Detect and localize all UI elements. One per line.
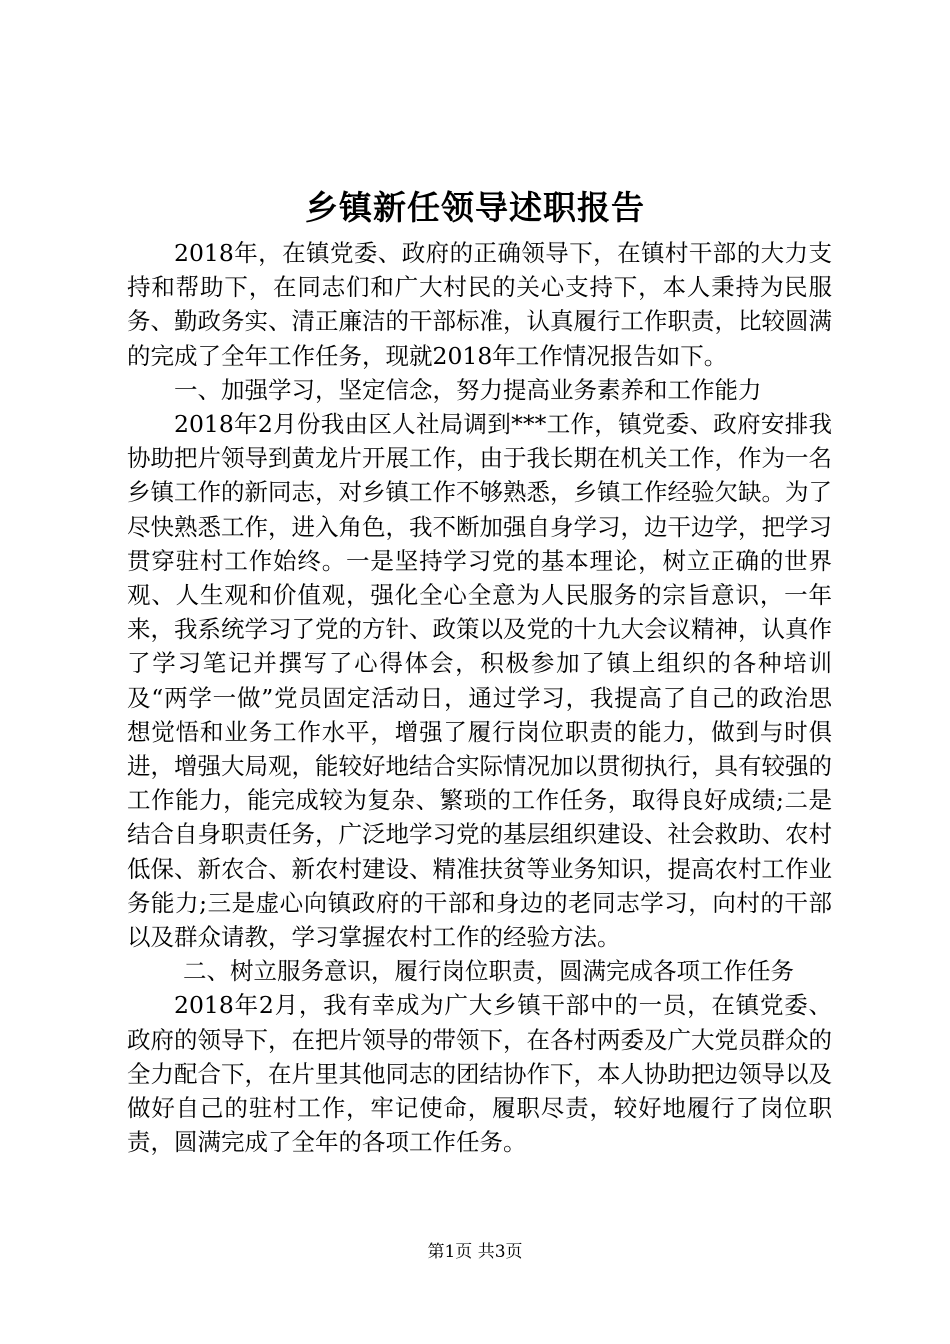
page-footer: 第1页 共3页 bbox=[427, 1242, 523, 1262]
paragraph-intro: 2018年，在镇党委、政府的正确领导下，在镇村干部的大力支持和帮助下，在同志们和广大村民的关心支持下，本人秉持为民服务、勤政务实、清正廉洁的干部标准，认真履行工作职责，比较圆满的完成了全年工作任务，现就2018年工作情况报告如下。 bbox=[127, 239, 832, 370]
section-heading-2: 二、树立服务意识，履行岗位职责，圆满完成各项工作任务 bbox=[183, 957, 794, 986]
section-heading-1: 一、加强学习，坚定信念，努力提高业务素养和工作能力 bbox=[174, 375, 762, 404]
document-body bbox=[127, 236, 832, 1159]
document-title: 乡镇新任领导述职报告 bbox=[305, 188, 645, 227]
paragraph-section-2: 2018年2月，我有幸成为广大乡镇干部中的一员，在镇党委、政府的领导下，在把片领导的带领下，在各村两委及广大党员群众的全力配合下，在片里其他同志的团结协作下，本人协助把边领导以及做好自己的驻村工作，牢记使命，履职尽责，较好地履行了岗位职责，圆满完成了全年的各项工作任务。 bbox=[127, 991, 832, 1157]
paragraph-section-1: 2018年2月份我由区人社局调到***工作，镇党委、政府安排我协助把片领导到黄龙片开展工作，由于我长期在机关工作，作为一名乡镇工作的新同志，对乡镇工作不够熟悉，乡镇工作经验欠缺。为了尽快熟悉工作，进入角色，我不断加强自身学习，边干边学，把学习贯穿驻村工作始终。一是坚持学习党的基本理论，树立正确的世界观、人生观和价值观，强化全心全意为人民服务的宗旨意识，一年来，我系统学习了党的方针、政策以及党的十九大会议精神，认真作了学习笔记并撰写了心得体会，积极参加了镇上组织的各种培训及“两学一做”党员固定活动日，通过学习，我提高了自己的政治思想觉悟和业务工作水平，增强了履行岗位职责的能力，做到与时俱进，增强大局观，能较好地结合实际情况加以贯彻执行，具有较强的工作能力，能完成较为复杂、繁琐的工作任务，取得良好成绩;二是结合自身职责任务，广泛地学习党的基层组织建设、社会救助、农村低保、新农合、新农村建设、精准扶贫等业务知识，提高农村工作业务能力;三是虚心向镇政府的干部和身边的老同志学习，向村的干部以及群众请教，学习掌握农村工作的经验方法。 bbox=[127, 410, 832, 952]
